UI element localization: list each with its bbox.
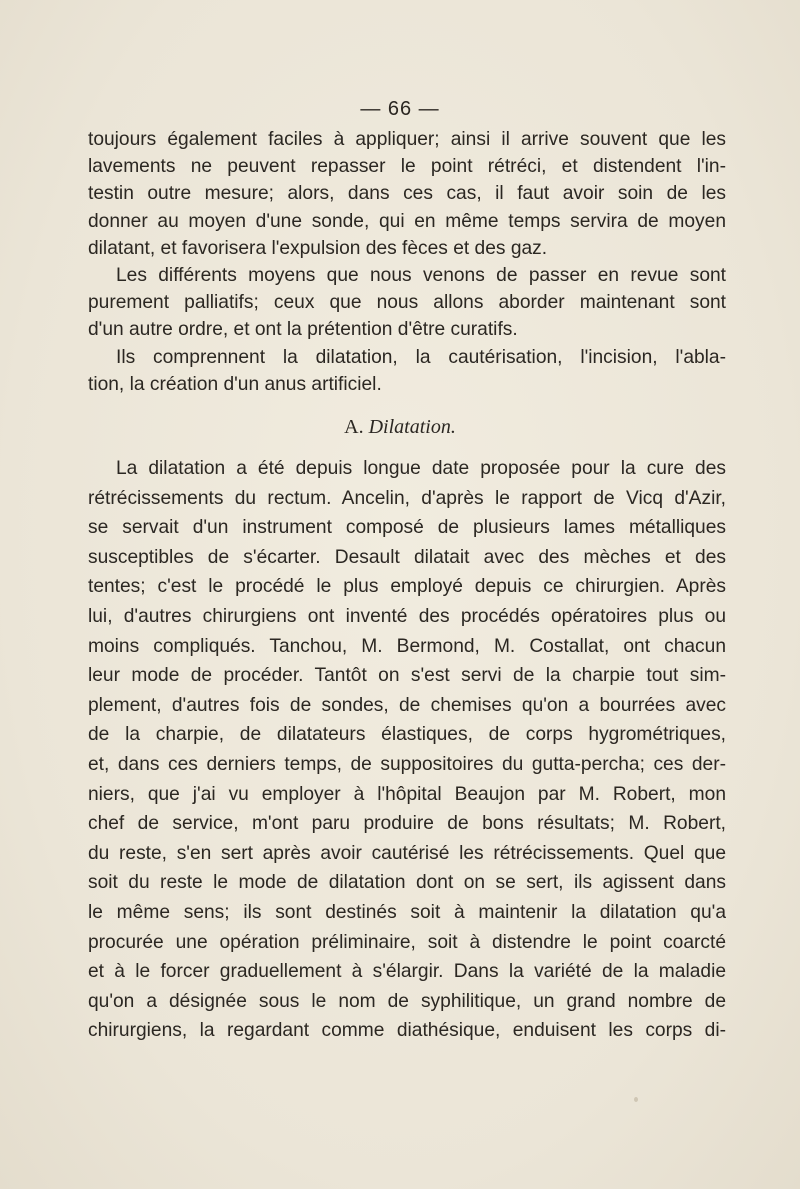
paragraph-3 [88, 344, 726, 398]
section-letter: A. [344, 416, 364, 438]
text-line: d'un autre ordre, et ont la prétention d'être curatifs. [88, 319, 518, 341]
text-line: La dilatation a été depuis longue date proposée pour la cure des [116, 458, 726, 479]
text-line: chef de service, m'ont paru produire de bons résultats; M. Robert, [88, 813, 726, 835]
text-line: purement palliatifs; ceux que nous allons aborder maintenant sont [88, 292, 726, 314]
section-heading [0, 415, 800, 439]
paragraph-1 [88, 126, 726, 262]
text-line: et, dans ces derniers temps, de suppositoires du gutta-percha; ces der- [88, 753, 726, 775]
text-line: toujours également faciles à appliquer; ainsi il arrive souvent que les [88, 129, 726, 150]
text-line: le même sens; ils sont destinés soit à maintenir la dilatation qu'a [88, 901, 726, 923]
text-line: tentes; c'est le procédé le plus employé depuis ce chirurgien. Après [88, 576, 726, 598]
text-line: plement, d'autres fois de sondes, de chemises qu'on a bourrées avec [88, 694, 726, 716]
text-line: niers, que j'ai vu employer à l'hôpital Beaujon par M. Robert, mon [88, 783, 726, 805]
text-line: tion, la création d'un anus artificiel. [88, 374, 382, 396]
paragraph-2 [88, 262, 726, 344]
text-line: Ils comprennent la dilatation, la cautérisation, l'incision, l'abla- [116, 347, 726, 368]
text-line: moins compliqués. Tanchou, M. Bermond, M. Costallat, ont chacun [88, 635, 726, 657]
text-line: soit du reste le mode de dilatation dont on se sert, ils agissent dans [88, 872, 726, 894]
text-line: de la charpie, de dilatateurs élastiques, de corps hygrométriques, [88, 724, 726, 746]
text-line: lavements ne peuvent repasser le point rétréci, et distendent l'in- [88, 156, 726, 178]
text-line: du reste, s'en sert après avoir cautérisé les rétrécissements. Quel que [88, 842, 726, 864]
text-line: lui, d'autres chirurgiens ont inventé des procédés opératoires plus ou [88, 605, 726, 627]
text-line: chirurgiens, la regardant comme diathésique, enduisent les corps di- [88, 1020, 726, 1042]
text-line: et à le forcer graduellement à s'élargir. Dans la variété de la maladie [88, 961, 726, 983]
text-line: testin outre mesure; alors, dans ces cas, il faut avoir soin de les [88, 183, 726, 205]
text-line: leur mode de procéder. Tantôt on s'est servi de la charpie tout sim- [88, 665, 726, 687]
paragraph-5 [88, 454, 726, 1046]
text-line: rétrécissements du rectum. Ancelin, d'après le rapport de Vicq d'Azir, [88, 487, 726, 509]
paper-speck [634, 1097, 638, 1102]
text-line: Les différents moyens que nous venons de passer en revue sont [116, 265, 726, 286]
text-line: procurée une opération préliminaire, soit à distendre le point coarcté [88, 931, 726, 953]
page-number: — 66 — [360, 98, 440, 120]
text-line: dilatant, et favorisera l'expulsion des fèces et des gaz. [88, 237, 548, 259]
text-line: qu'on a désignée sous le nom de syphilitique, un grand nombre de [88, 990, 726, 1012]
text-line: susceptibles de s'écarter. Desault dilatait avec des mèches et des [88, 546, 726, 568]
text-line: se servait d'un instrument composé de plusieurs lames métalliques [88, 517, 726, 539]
text-line: donner au moyen d'une sonde, qui en même temps servira de moyen [88, 210, 726, 232]
section-title: Dilatation. [368, 416, 456, 438]
